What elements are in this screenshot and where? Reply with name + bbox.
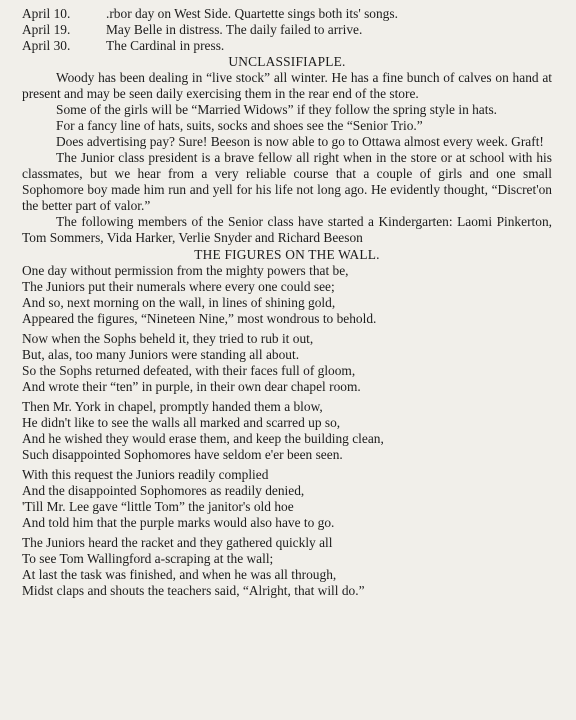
poem-line: And wrote their “ten” in purple, in their own dear chapel room. (22, 379, 361, 394)
calendar-entry (22, 22, 552, 38)
calendar-entry (22, 6, 552, 22)
poem-line: 'Till Mr. Lee gave “little Tom” the janitor's old hoe (22, 499, 294, 514)
poem-stanza (22, 331, 552, 395)
poem-line: Now when the Sophs beheld it, they tried to rub it out, (22, 331, 314, 346)
poem-stanza (22, 467, 552, 531)
poem-line: One day without permission from the mighty powers that be, (22, 263, 349, 278)
news-paragraph: For a fancy line of hats, suits, socks and shoes see the “Senior Trio.” (56, 118, 423, 133)
calendar-text: The Cardinal in press. (106, 38, 225, 53)
calendar-date: April 19. (22, 22, 71, 37)
calendar-date: April 10. (22, 6, 71, 21)
poem-line: But, alas, too many Juniors were standing all about. (22, 347, 300, 362)
calendar-list (22, 6, 552, 54)
poem-line: The Juniors put their numerals where every one could see; (22, 279, 335, 294)
poem-line: And told him that the purple marks would also have to go. (22, 515, 335, 530)
news-paragraph: Does advertising pay? Sure! Beeson is now able to go to Ottawa almost every week. Graft! (56, 134, 544, 149)
poem-line: Such disappointed Sophomores have seldom e'er been seen. (22, 447, 343, 462)
calendar-text: .rbor day on West Side. Quartette sings both its' songs. (106, 6, 398, 21)
poem-stanza (22, 399, 552, 463)
poem-stanza (22, 535, 552, 599)
poem-line: At last the task was finished, and when he was all through, (22, 567, 337, 582)
poem-line: Appeared the figures, “Nineteen Nine,” most wondrous to behold. (22, 311, 377, 326)
poem-stanza (22, 263, 552, 327)
news-paragraph: The Junior class president is a brave fellow all right when in the store or at school with his classmates, but we hear from a very reliable course that a couple of girls and one small Sophomore boy made him run and yell for his life not long ago. He evidently thought, “Discret'on the better part of valor.” (22, 150, 552, 213)
poem-line: And so, next morning on the wall, in lines of shining gold, (22, 295, 336, 310)
poem-line: Midst claps and shouts the teachers said, “Alright, that will do.” (22, 583, 365, 598)
poem-line: So the Sophs returned defeated, with their faces full of gloom, (22, 363, 356, 378)
poem (22, 263, 552, 599)
calendar-date: April 30. (22, 38, 71, 53)
calendar-text: May Belle in distress. The daily failed to arrive. (106, 22, 363, 37)
poem-line: And he wished they would erase them, and keep the building clean, (22, 431, 384, 446)
news-paragraph: The following members of the Senior class have started a Kindergarten: Laomi Pinkerton, Tom Sommers, Vida Harker, Verlie Snyder and Richard Beeson (22, 214, 552, 245)
poem-line: And the disappointed Sophomores as readily denied, (22, 483, 305, 498)
poem-line: Then Mr. York in chapel, promptly handed them a blow, (22, 399, 323, 414)
news-paragraph: Woody has been dealing in “live stock” all winter. He has a fine bunch of calves on hand at present and may be seen daily exercising them in the rear end of the store. (22, 70, 552, 101)
poem-title: THE FIGURES ON THE WALL. (194, 247, 380, 262)
poem-line: The Juniors heard the racket and they gathered quickly all (22, 535, 333, 550)
news-paragraph: Some of the girls will be “Married Widows” if they follow the spring style in hats. (56, 102, 498, 117)
calendar-entry (22, 38, 552, 54)
poem-line: With this request the Juniors readily complied (22, 467, 269, 482)
section-heading: UNCLASSIFIAPLE. (228, 54, 346, 69)
poem-line: He didn't like to see the walls all marked and scarred up so, (22, 415, 341, 430)
news-items (22, 70, 552, 246)
poem-line: To see Tom Wallingford a-scraping at the wall; (22, 551, 274, 566)
